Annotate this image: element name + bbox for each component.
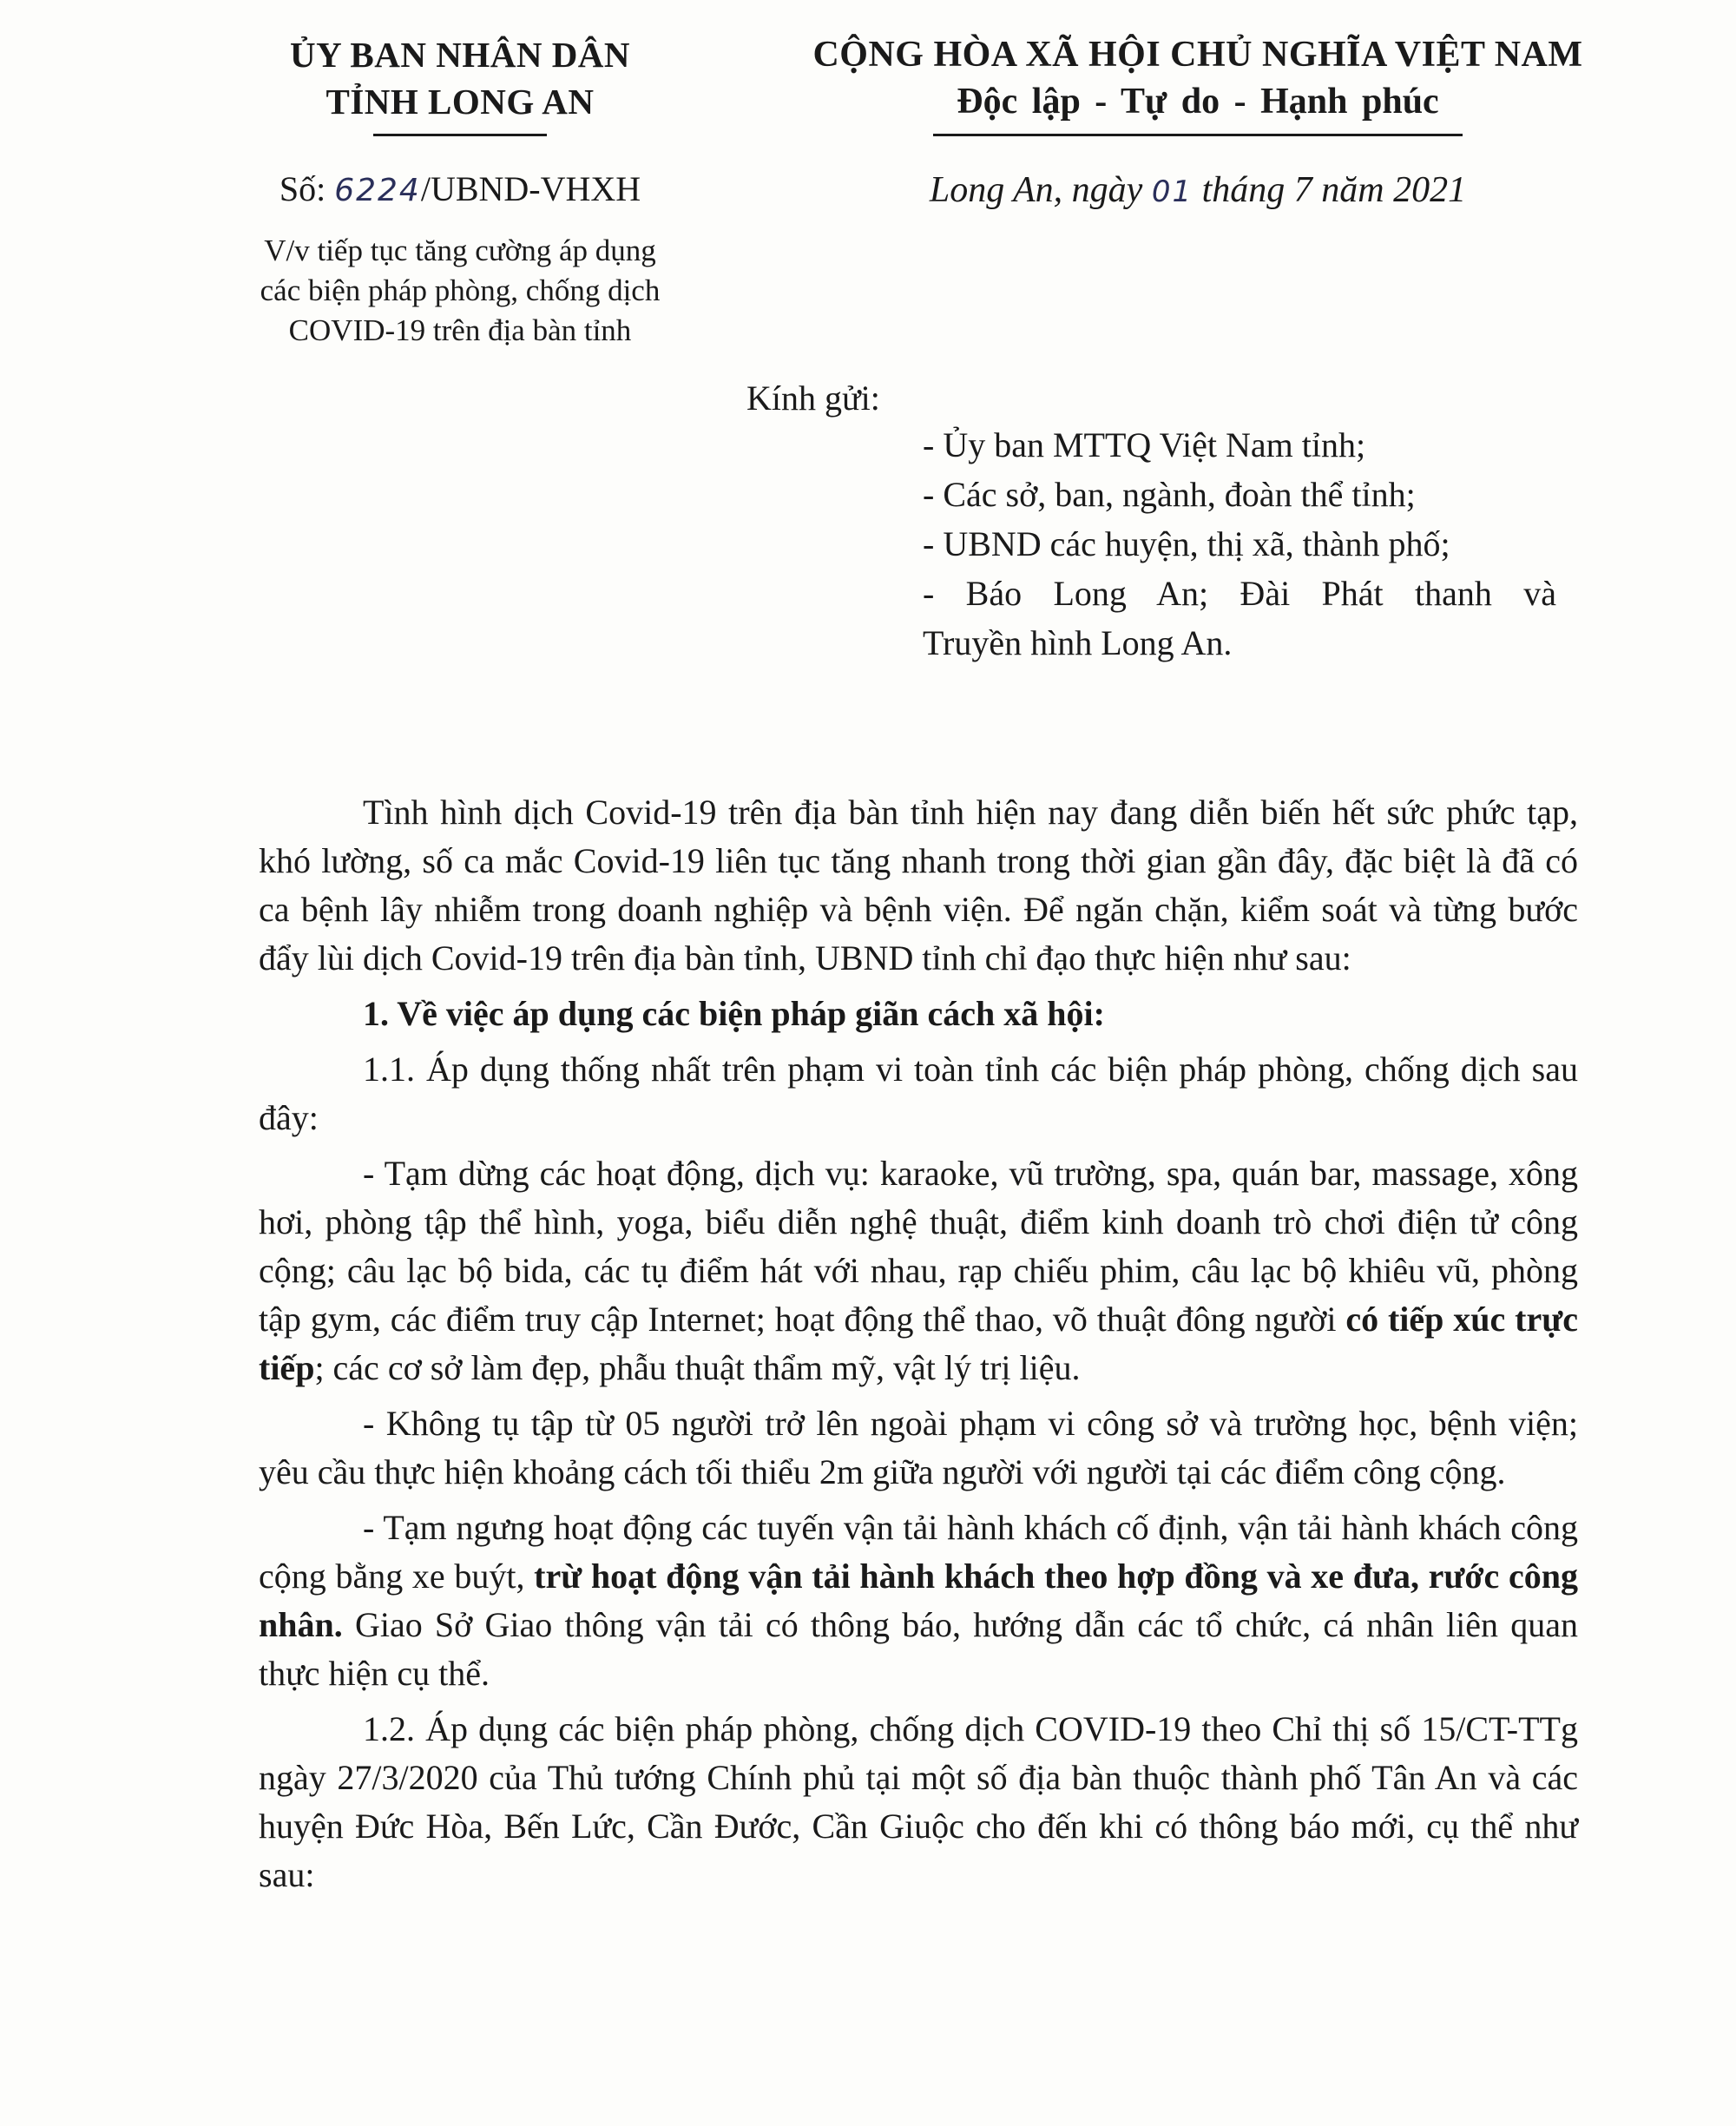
- section-1-2-paragraph: 1.2. Áp dụng các biện pháp phòng, chống dịch COVID-19 theo Chỉ thị số 15/CT-TTg ngày 27/3/2020 của Thủ tướng Chính phủ tại một số địa bàn thuộc thành phố Tân An và các huyện Đức Hòa, Bến Lức, Cần Đước, Cần Giuộc cho đến khi có thông báo mới, cụ thể như sau:: [259, 1709, 1578, 1894]
- subject-line-2: các biện pháp phòng, chống dịch: [260, 273, 661, 307]
- nation-title: CỘNG HÒA XÃ HỘI CHỦ NGHĨA VIỆT NAM: [812, 35, 1583, 75]
- date-day-handwritten: 01: [1151, 174, 1194, 209]
- recipient-item: - UBND các huyện, thị xã, thành phố;: [923, 524, 1450, 563]
- document-number: [208, 167, 712, 214]
- bullet-no-gathering: - Không tụ tập từ 05 người trở lên ngoài phạm vi công sở và trường học, bệnh viện; yêu cầu thực hiện khoảng cách tối thiểu 2m giữa người với người tại các điểm công cộng.: [259, 1404, 1578, 1491]
- bullet-suspend-services: [259, 1149, 1578, 1392]
- bullet-text: ; các cơ sở làm đẹp, phẫu thuật thẩm mỹ, vật lý trị liệu.: [314, 1348, 1081, 1387]
- bullet-suspend-transport: [259, 1504, 1578, 1698]
- recipient-item: - Các sở, ban, ngành, đoàn thể tỉnh;: [923, 475, 1416, 514]
- document-number-prefix: Số:: [279, 169, 335, 208]
- recipient-item: - Ủy ban MTTQ Việt Nam tỉnh;: [923, 425, 1366, 464]
- motto-underline: [933, 134, 1463, 136]
- subject-line-1: V/v tiếp tục tăng cường áp dụng: [264, 234, 656, 267]
- subject-line-3: COVID-19 trên địa bàn tỉnh: [288, 313, 632, 347]
- document-body: [259, 788, 1578, 1906]
- bullet-text: Giao Sở Giao thông vận tải có thông báo, hướng dẫn các tổ chức, cá nhân liên quan thực hiện cụ thể.: [259, 1605, 1578, 1693]
- recipient-item: - Báo Long An; Đài Phát thanh và: [923, 574, 1556, 613]
- bullet-text: - Tạm ngưng hoạt động các tuyến vận tải hành khách cố định, vận tải hành khách công cộng bằng xe buýt,: [259, 1508, 1578, 1596]
- section-1-1-paragraph: 1.1. Áp dụng thống nhất trên phạm vi toàn tỉnh các biện pháp phòng, chống dịch sau đây:: [259, 1050, 1578, 1137]
- intro-paragraph: Tình hình dịch Covid-19 trên địa bàn tỉnh hiện nay đang diễn biến hết sức phức tạp, khó lường, số ca mắc Covid-19 liên tục tăng nhanh trong thời gian gần đây, đặc biệt là đã có ca bệnh lây nhiễm trong doanh nghiệp và bệnh viện. Để ngăn chặn, kiểm soát và từng bước đẩy lùi dịch Covid-19 trên địa bàn tỉnh, UBND tỉnh chỉ đạo thực hiện như sau:: [259, 793, 1578, 977]
- authority-line-2: TỈNH LONG AN: [326, 82, 595, 122]
- recipients-label: Kính gửi:: [746, 378, 880, 418]
- national-heading: [720, 31, 1675, 136]
- recipients-list: [923, 420, 1556, 668]
- document-number-suffix: /UBND-VHXH: [420, 169, 641, 208]
- bullet-text: - Tạm dừng các hoạt động, dịch vụ: karaoke, vũ trường, spa, quán bar, massage, xông hơi, phòng tập thể hình, yoga, biểu diễn nghệ thuật, điểm kinh doanh trò chơi điện tử công cộng; câu lạc bộ bida, các tụ điểm hát với nhau, rạp chiếu phim, câu lạc bộ khiêu vũ, phòng tập gym, các điểm truy cập Internet; hoạt động thể thao, võ thuật đông người: [259, 1154, 1578, 1339]
- date-suffix: tháng 7 năm 2021: [1193, 170, 1467, 210]
- date-prefix: Long An, ngày: [929, 170, 1152, 210]
- document-date: [720, 167, 1675, 215]
- document-subject: [191, 231, 729, 351]
- recipient-item: Truyền hình Long An.: [923, 623, 1233, 662]
- bullet-bold-text: trừ hoạt động vận tải hành khách theo hợp đồng và xe đưa, rước công nhân.: [259, 1557, 1579, 1644]
- issuing-authority: [208, 31, 712, 136]
- authority-line-1: ỦY BAN NHÂN DÂN: [289, 35, 631, 75]
- national-motto: Độc lập - Tự do - Hạnh phúc: [957, 82, 1439, 122]
- document-number-handwritten: 6224: [334, 173, 421, 208]
- authority-underline: [373, 134, 547, 136]
- section-1-heading: 1. Về việc áp dụng các biện pháp giãn cách xã hội:: [363, 994, 1105, 1033]
- bullet-bold-text: có tiếp xúc trực tiếp: [259, 1300, 1578, 1387]
